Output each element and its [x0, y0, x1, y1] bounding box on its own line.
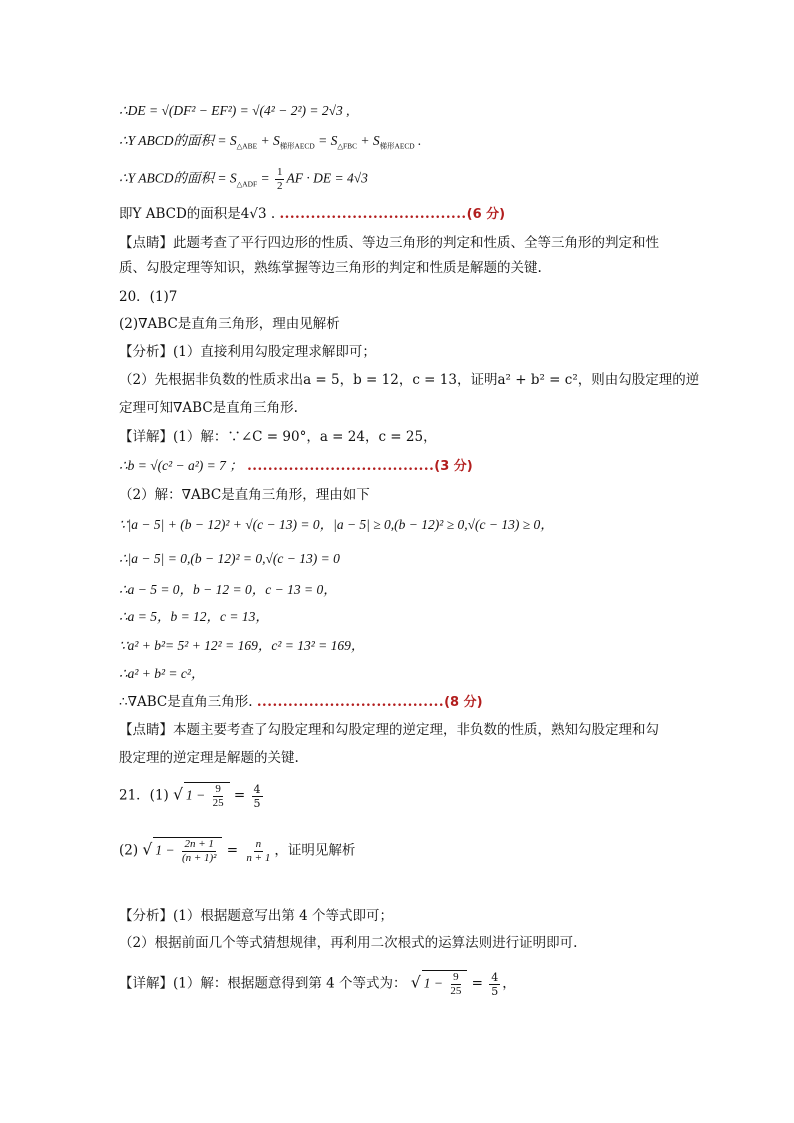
numerator: 1: [276, 166, 283, 178]
radical-icon: √: [142, 840, 153, 859]
radical-icon: √: [173, 785, 183, 804]
numerator: 9: [453, 971, 459, 983]
equation-area-1: [119, 131, 421, 157]
score-leader: ....................................: [247, 458, 435, 474]
text-segment: =: [222, 842, 243, 859]
denominator: (n + 1)²: [181, 852, 217, 864]
subscript: 梯形AECD: [279, 141, 315, 151]
fraction: [448, 971, 463, 998]
text-segment: 1 −: [155, 842, 178, 858]
score-leader: ....................................: [279, 206, 467, 222]
text-segment: (2): [119, 842, 143, 859]
text-segment: + S: [257, 133, 280, 148]
score-label: (3 分): [434, 459, 473, 474]
q20-analysis-2-cont: 定理可知∇ABC是直角三角形.: [119, 400, 298, 416]
q20-analysis-1: 【分析】(1）直接利用勾股定理求解即可；: [119, 344, 376, 360]
equation-de: ∴DE = √(DF² − EF²) = √(4² − 2²) = 2√3 ,: [119, 103, 350, 118]
text-segment: = S: [314, 133, 338, 148]
subscript: △ADF: [236, 179, 258, 189]
numerator: 2n + 1: [184, 838, 214, 850]
fraction: [489, 971, 500, 998]
subscript: 梯形AECD: [379, 141, 415, 151]
score-label: (8 分): [444, 695, 483, 710]
q20-detail-2: （2）解：∇ABC是直角三角形，理由如下: [119, 487, 370, 503]
q20-analysis-2: （2）先根据非负数的性质求出a = 5，b = 12，c = 13，证明a² + b² = c²，则由勾股定理的逆: [119, 372, 700, 388]
q20-detail-1: 【详解】(1）解：∵∠C = 90°，a = 24，c = 25，: [119, 429, 437, 445]
q20-step-4: ∴a = 5，b = 12，c = 13，: [119, 609, 269, 624]
fraction: [211, 783, 226, 810]
numerator: n: [255, 837, 262, 850]
numerator: 4: [253, 782, 261, 796]
text-segment: ∴∇ABC是直角三角形.: [119, 694, 253, 710]
denominator: n + 1: [246, 851, 271, 864]
note-paragraph-1: 【点睛】此题考查了平行四边形的性质、等边三角形的判定和性质、全等三角形的判定和性: [119, 235, 659, 251]
fraction: [275, 166, 285, 193]
radical-icon: √: [410, 973, 421, 992]
text-segment: AF · DE = 4√3: [286, 170, 368, 186]
note-paragraph-1-cont: 质、勾股定理等知识，熟练掌握等边三角形的判定和性质是解题的关键.: [119, 260, 542, 276]
q20-detail-b: [119, 456, 473, 477]
numerator: 4: [491, 970, 499, 984]
text-segment: ，: [502, 975, 516, 992]
denominator: 25: [212, 797, 224, 809]
denominator: 5: [253, 796, 261, 810]
text-segment: 即Y ABCD的面积是4√3 .: [119, 206, 276, 222]
score-leader: ....................................: [256, 694, 445, 710]
fraction: [244, 838, 272, 865]
score-label: (6 分): [466, 207, 506, 222]
equation-area-2: [119, 166, 368, 194]
text-segment: 21．(1): [119, 787, 174, 804]
q21-answer-1: [119, 782, 265, 810]
text-segment: ，证明见解析: [274, 842, 356, 859]
subscript: △FBC: [337, 141, 358, 151]
q20-step-1: ∵|a − 5| + (b − 12)² + √(c − 13) = 0，|a − 5| ≥ 0,(b − 12)² ≥ 0,√(c − 13) ≥ 0，: [119, 517, 554, 532]
text-segment: =: [467, 975, 488, 992]
denominator: 25: [450, 985, 462, 997]
text-segment: ∴Y ABCD的面积 =: [119, 133, 230, 148]
numerator: 9: [215, 783, 221, 795]
text-segment: 1 −: [423, 975, 447, 991]
radicand: [184, 782, 230, 810]
q20-answer-2: (2)∇ABC是直角三角形，理由见解析: [119, 316, 340, 332]
q21-analysis-2: （2）根据前面几个等式猜想规律，再利用二次根式的运算法则进行证明即可.: [119, 935, 578, 951]
text-segment: =: [229, 787, 250, 804]
q21-answer-2: [119, 837, 355, 865]
text-segment: 1 −: [185, 787, 209, 803]
q21-analysis-1: 【分析】(1）根据题意写出第 4 个等式即可；: [119, 908, 394, 924]
text-segment: S: [229, 133, 237, 148]
note-paragraph-2-cont: 股定理的逆定理是解题的关键.: [119, 750, 299, 766]
denominator: 5: [491, 984, 499, 998]
q20-step-6: ∴a² + b² = c²，: [119, 666, 205, 681]
text-segment: ∴b = √(c² − a²) = 7 ；: [119, 458, 243, 473]
q20-step-3: ∴a − 5 = 0，b − 12 = 0，c − 13 = 0，: [119, 582, 337, 597]
radicand: [153, 837, 222, 865]
q20-step-2: ∴|a − 5| = 0,(b − 12)² = 0,√(c − 13) = 0: [119, 551, 340, 566]
subscript: △ABE: [236, 141, 258, 151]
text-segment: .: [414, 133, 422, 148]
denominator: 2: [276, 180, 283, 192]
fraction: [180, 838, 219, 865]
q20-step-5: ∵a² + b²= 5² + 12² = 169，c² = 13² = 169，: [119, 638, 365, 653]
fraction: [252, 783, 263, 810]
note-paragraph-2: 【点睛】本题主要考查了勾股定理和勾股定理的逆定理，非负数的性质，熟知勾股定理和勾: [119, 722, 659, 738]
q20-answer-1: 20．(1)7: [119, 289, 178, 305]
conclusion-6: [119, 204, 505, 225]
text-segment: + S: [357, 133, 380, 148]
text-segment: =: [257, 170, 273, 186]
radicand: [422, 970, 468, 998]
text-segment: ∴Y ABCD的面积 = S: [119, 170, 237, 186]
text-segment: 【详解】(1）解：根据题意得到第 4 个等式为：: [119, 975, 407, 992]
q20-conclusion: [119, 692, 483, 713]
q21-detail-1: [119, 970, 516, 998]
